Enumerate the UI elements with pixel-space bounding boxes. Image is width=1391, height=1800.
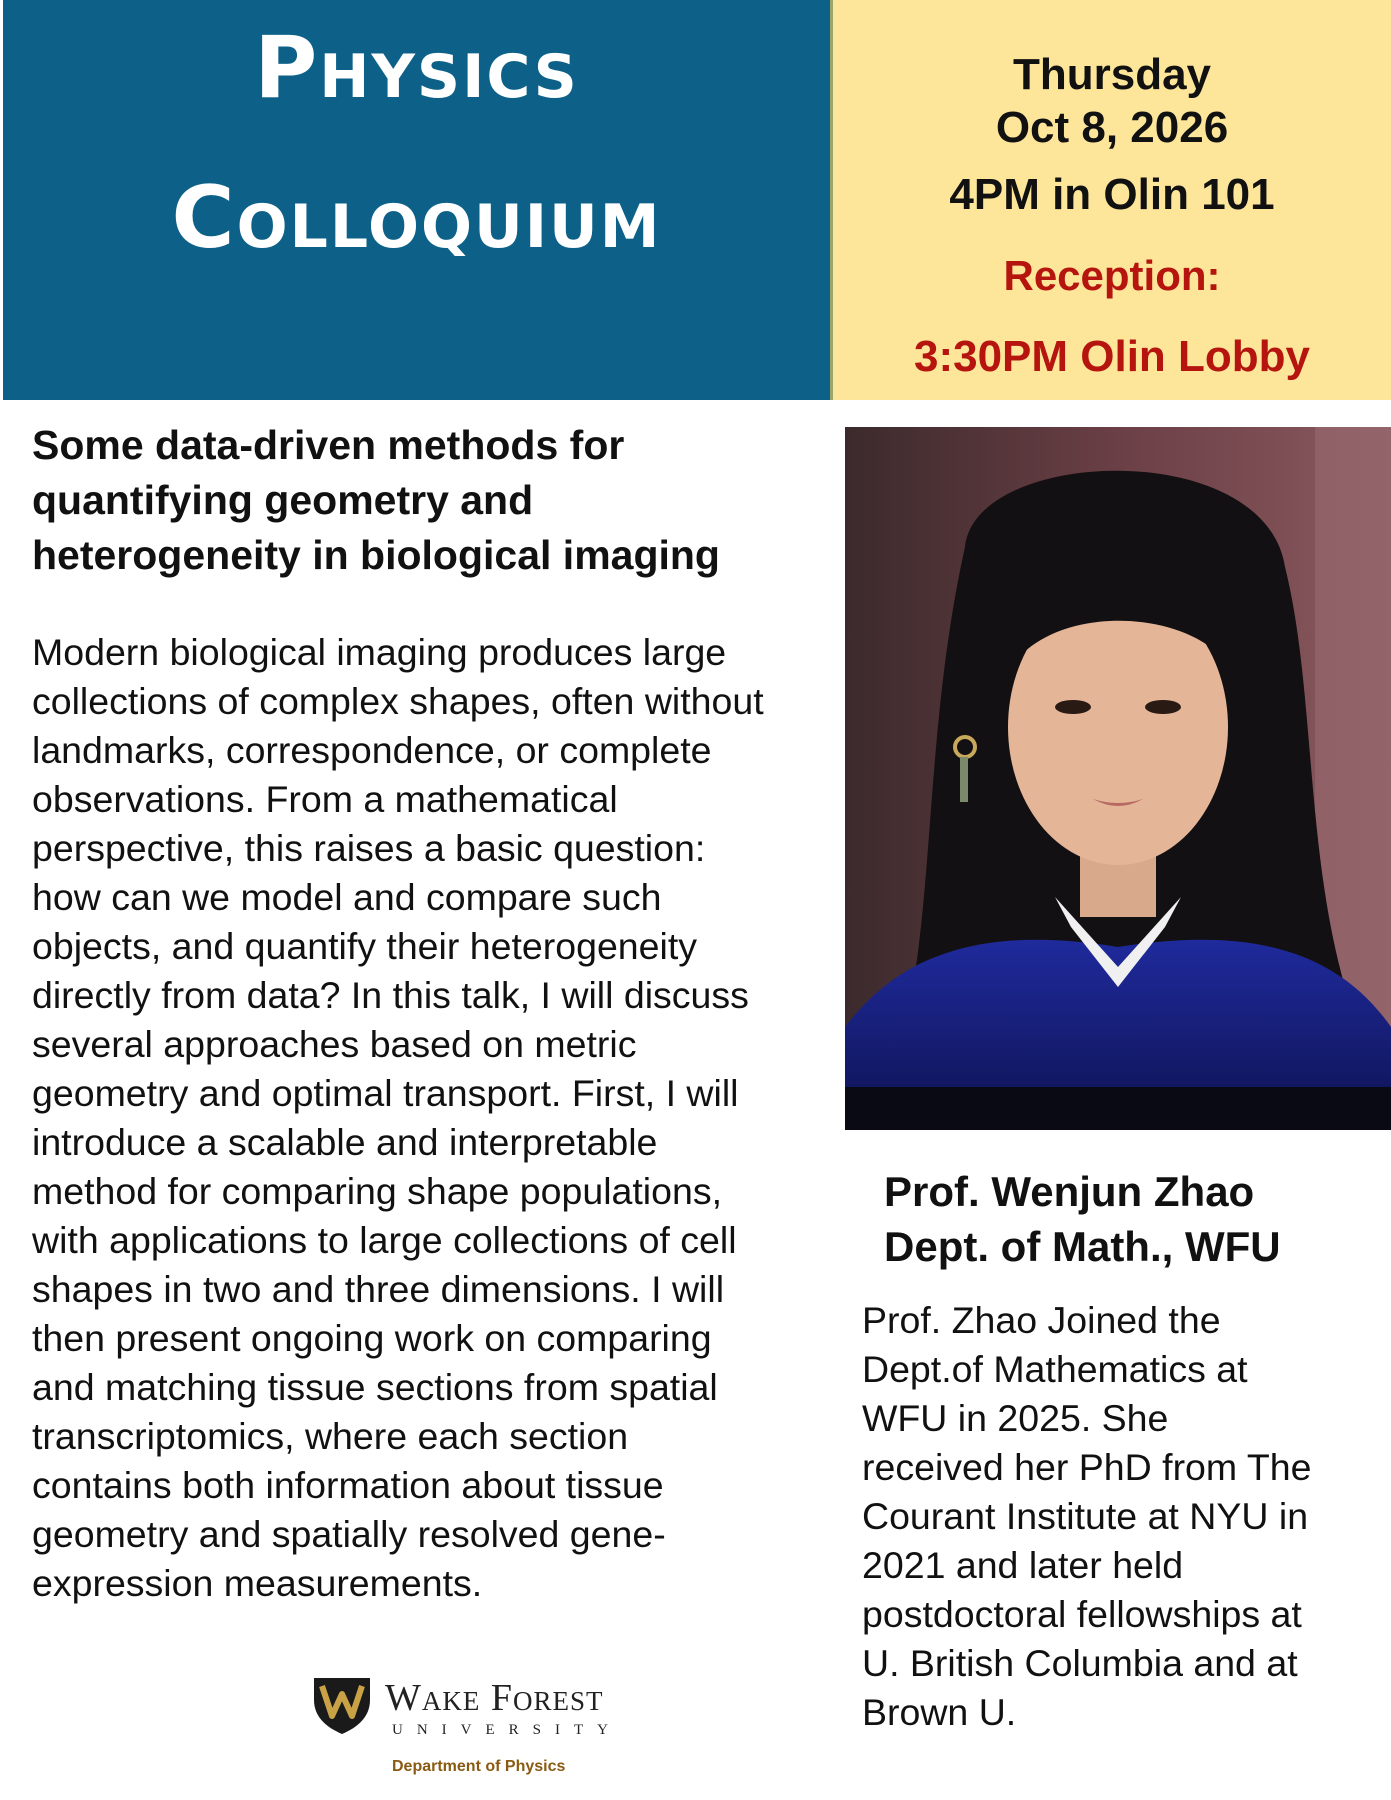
logo-subtitle: UNIVERSITY xyxy=(392,1722,622,1738)
abstract-line: shapes in two and three dimensions. I will xyxy=(32,1268,725,1310)
abstract-line: and matching tissue sections from spatial xyxy=(32,1366,718,1408)
speaker-affiliation: Dept. of Math., WFU xyxy=(884,1223,1281,1270)
bio-line: U. British Columbia and at xyxy=(862,1642,1298,1684)
speaker-heading xyxy=(884,1164,1281,1274)
talk-title-line: Some data-driven methods for xyxy=(32,422,625,468)
banner-title-line2: Colloquium xyxy=(171,168,662,268)
abstract-line: perspective, this raises a basic question: xyxy=(32,827,706,869)
abstract-line: introduce a scalable and interpretable xyxy=(32,1121,658,1163)
abstract-line: geometry and optimal transport. First, I will xyxy=(32,1072,739,1114)
abstract-line: several approaches based on metric xyxy=(32,1023,637,1065)
speaker-name: Prof. Wenjun Zhao xyxy=(884,1168,1255,1215)
event-day: Thursday xyxy=(1012,50,1212,99)
bio-line: Brown U. xyxy=(862,1691,1017,1733)
abstract-line: objects, and quantify their heterogeneity xyxy=(32,925,698,967)
abstract-line: landmarks, correspondence, or complete xyxy=(32,729,712,771)
speaker-bio xyxy=(862,1296,1387,1737)
abstract-line: Modern biological imaging produces large xyxy=(32,631,727,673)
bio-line: received her PhD from The xyxy=(862,1446,1312,1488)
abstract-line: transcriptomics, where each section xyxy=(32,1415,629,1457)
abstract-line: geometry and spatially resolved gene- xyxy=(32,1513,666,1555)
bio-line: 2021 and later held xyxy=(862,1544,1184,1586)
speaker-portrait xyxy=(845,427,1391,1130)
talk-title xyxy=(32,418,822,583)
abstract-line: how can we model and compare such xyxy=(32,876,662,918)
colloquium-banner xyxy=(3,0,830,400)
talk-title-line: heterogeneity in biological imaging xyxy=(32,532,720,578)
abstract-line: expression measurements. xyxy=(32,1562,483,1604)
shield-icon xyxy=(310,1672,374,1736)
event-date: Oct 8, 2026 xyxy=(995,103,1229,152)
abstract-line: then present ongoing work on comparing xyxy=(32,1317,712,1359)
speaker-photo xyxy=(845,427,1391,1130)
talk-title-line: quantifying geometry and xyxy=(32,477,534,523)
banner-title-line1: Physics xyxy=(254,18,579,118)
logo-name: Wake Forest xyxy=(385,1677,604,1719)
bio-line: Dept.of Mathematics at xyxy=(862,1348,1248,1390)
bio-line: Prof. Zhao Joined the xyxy=(862,1299,1221,1341)
reception-label: Reception: xyxy=(1003,252,1221,299)
event-info-panel xyxy=(833,0,1391,400)
abstract-line: contains both information about tissue xyxy=(32,1464,664,1506)
event-time-location: 4PM in Olin 101 xyxy=(949,170,1275,219)
abstract-line: collections of complex shapes, often without xyxy=(32,680,764,722)
logo-department: Department of Physics xyxy=(392,1758,566,1775)
university-logo xyxy=(310,1668,640,1778)
reception-detail: 3:30PM Olin Lobby xyxy=(913,332,1311,381)
talk-abstract xyxy=(32,628,832,1608)
bio-line: WFU in 2025. She xyxy=(862,1397,1169,1439)
abstract-line: observations. From a mathematical xyxy=(32,778,618,820)
abstract-line: method for comparing shape populations, xyxy=(32,1170,723,1212)
bio-line: Courant Institute at NYU in xyxy=(862,1495,1309,1537)
bio-line: postdoctoral fellowships at xyxy=(862,1593,1302,1635)
abstract-line: directly from data? In this talk, I will discuss xyxy=(32,974,749,1016)
abstract-line: with applications to large collections of cell xyxy=(32,1219,737,1261)
